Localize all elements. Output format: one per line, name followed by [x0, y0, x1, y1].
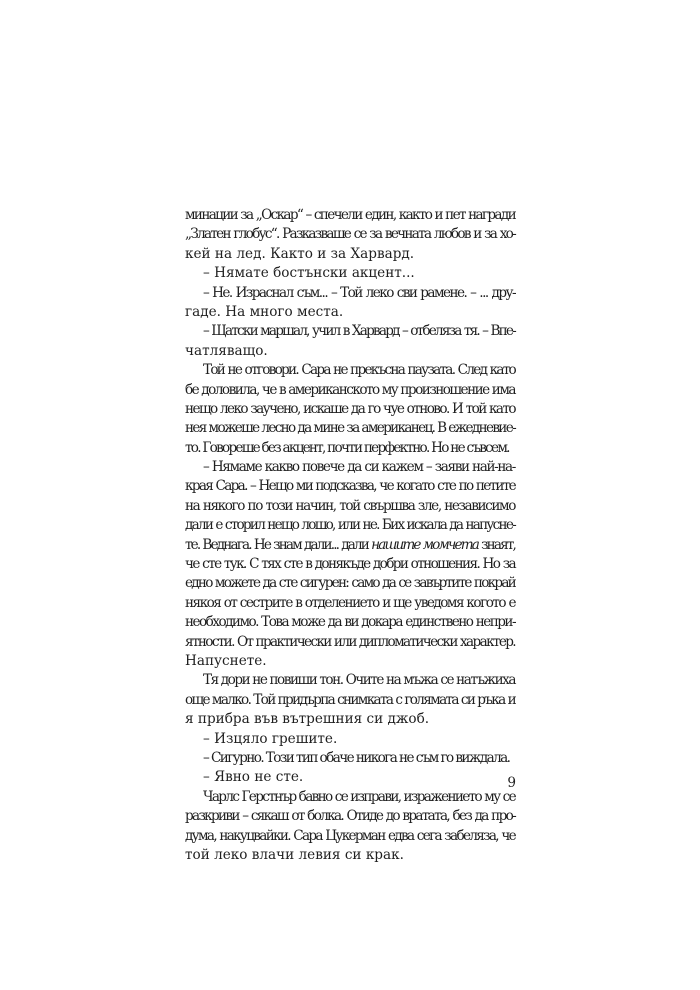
text-line: – Щатски маршал, учил в Харвард – отбеляза тя. – Впе-	[203, 323, 515, 340]
text-line: още малко. Той придърпа снимката с голямата си ръка и	[185, 691, 515, 708]
text-line: че сте тук. С тях сте в донякъде добри отношения. Но за	[185, 556, 515, 573]
text-line: бе доловила, че в американското му произношение има	[185, 381, 515, 398]
text-line: дали е сторил нещо лошо, или не. Бих искала да напусне-	[185, 517, 515, 534]
text-line: Чарлс Герстнър бавно се изправи, изражението му се	[203, 788, 515, 805]
text-line: кей на лед. Както и за Харвард.	[185, 245, 415, 262]
text-line: – Явно не сте.	[203, 769, 304, 786]
page-number: 9	[507, 775, 516, 791]
text-line: чатляващо.	[185, 342, 268, 359]
text-line: дума, накуцвайки. Сара Цукерман едва сега забеляза, че	[185, 827, 515, 844]
text-line: някоя от сестрите в отделението и ще уведомя когото е	[185, 594, 515, 611]
text-line: – Нямаме какво повече да си кажем – заяви най-на-	[203, 459, 515, 476]
text-line: на някого по този начин, той свършва зле, независимо	[185, 497, 515, 514]
italic-text: нашите момчета	[371, 536, 478, 553]
text-line: Той не отговори. Сара не прекъсна паузата. След като	[203, 362, 515, 379]
text-line: – Нямате бостънски акцент...	[203, 265, 415, 282]
text-line: той леко влачи левия си крак.	[185, 846, 404, 863]
text-line: „Златен глобус“. Разказваше се за вечната любов и за хо-	[185, 226, 515, 243]
text-line: минации за „Оскар“ – спечели един, както и пет награди	[185, 207, 515, 223]
text-line: едно можете да сте сигурен: само да се завъртите покрай	[185, 575, 515, 592]
text-line: гаде. На много места.	[185, 303, 344, 320]
text-line: необходимо. Това може да ви докара единствено непри-	[185, 614, 515, 631]
text-line: я прибра във вътрешния си джоб.	[185, 711, 430, 728]
text-line: нея можеше лесно да мине за американец. В ежедневие-	[185, 420, 515, 437]
text-line: нещо леко заучено, искаше да го чуе отново. И той като	[185, 400, 515, 417]
text-line: Напуснете.	[185, 652, 267, 669]
text-line: – Изцяло грешите.	[203, 730, 338, 747]
text-line: ятности. От практически или дипломатически характер.	[185, 633, 515, 650]
text-segment: знаят,	[478, 536, 515, 553]
text-line: то. Говореше без акцент, почти перфектно. Но не съвсем.	[185, 439, 509, 456]
text-line: края Сара. – Нещо ми подсказва, че когато сте по петите	[185, 478, 515, 495]
body-text	[185, 206, 515, 865]
text-line: разкриви – сякаш от болка. Отиде до вратата, без да про-	[185, 808, 515, 825]
text-line: Тя дори не повиши тон. Очите на мъжа се натъжиха	[203, 672, 515, 689]
text-segment: те. Веднага. Не знам дали... дали	[185, 536, 372, 553]
text-line: – Не. Израснал съм... – Той леко сви рамене. – ... дру-	[203, 284, 515, 301]
text-line	[185, 536, 515, 555]
text-line: – Сигурно. Този тип обаче никога не съм го виждала.	[203, 749, 510, 766]
